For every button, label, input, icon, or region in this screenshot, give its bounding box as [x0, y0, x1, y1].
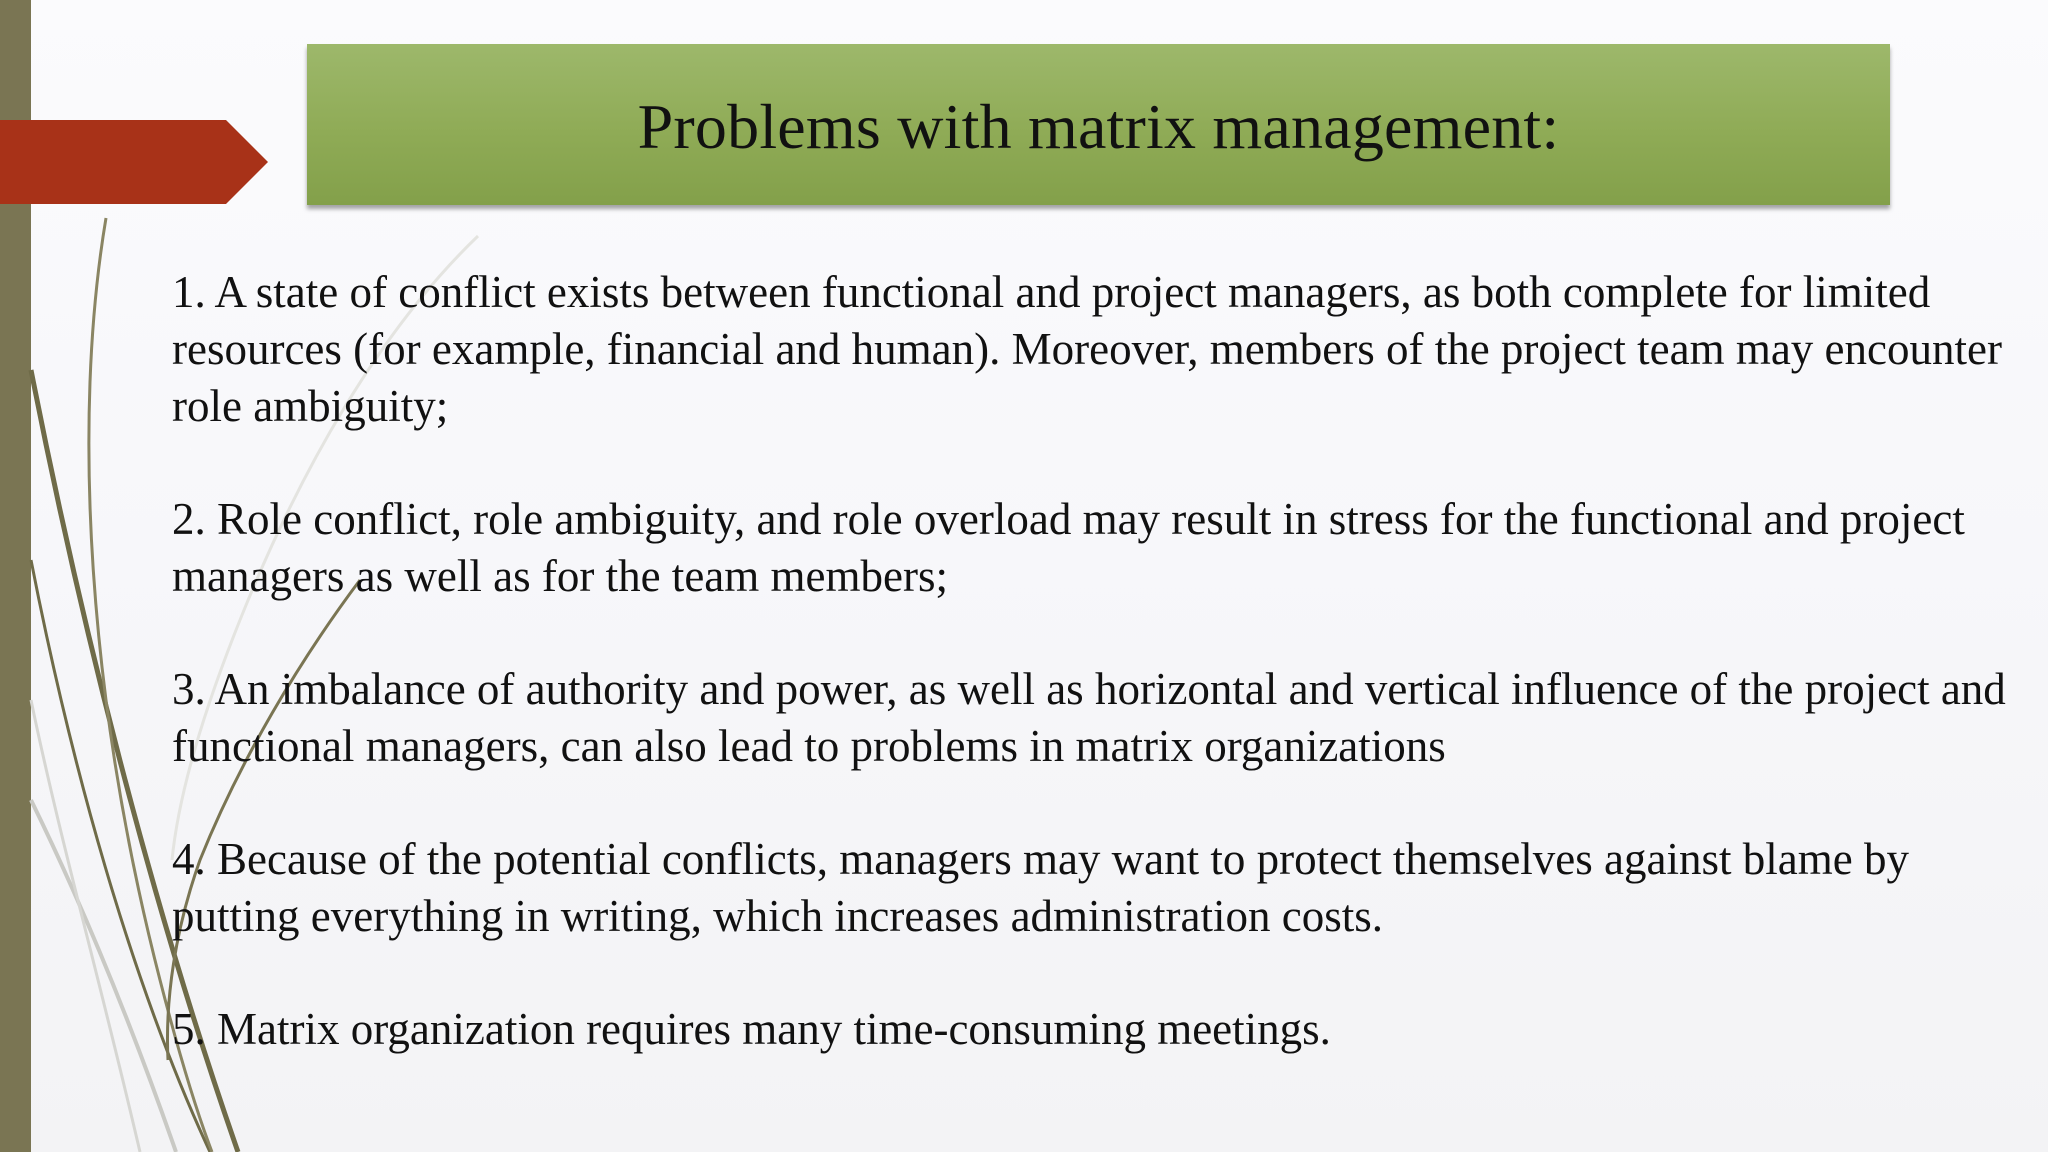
title-banner — [307, 44, 1890, 205]
list-item: 3. An imbalance of authority and power, as well as horizontal and vertical influence of the project and functional managers, can also lead to problems in matrix organizations — [172, 664, 2006, 771]
swoosh-line-5 — [31, 700, 140, 1152]
list-item: 4. Because of the potential conflicts, managers may want to protect themselves against blame by putting everything in writing, which increases administration costs. — [172, 834, 1909, 941]
list-item: 1. A state of conflict exists between functional and project managers, as both complete for limited resources (for example, financial and human). Moreover, members of the project team may encounter role ambiguity; — [172, 267, 2002, 431]
slide-title: Problems with matrix management: — [637, 90, 1560, 162]
swoosh-line-4 — [31, 800, 176, 1152]
red-arrow-marker — [0, 120, 268, 204]
list-item: 5. Matrix organization requires many time-consuming meetings. — [172, 1004, 1331, 1054]
left-accent-bar — [0, 0, 31, 1152]
list-item: 2. Role conflict, role ambiguity, and role overload may result in stress for the functional and project managers as well as for the team members; — [172, 494, 1965, 601]
problems-list — [172, 264, 2032, 1114]
